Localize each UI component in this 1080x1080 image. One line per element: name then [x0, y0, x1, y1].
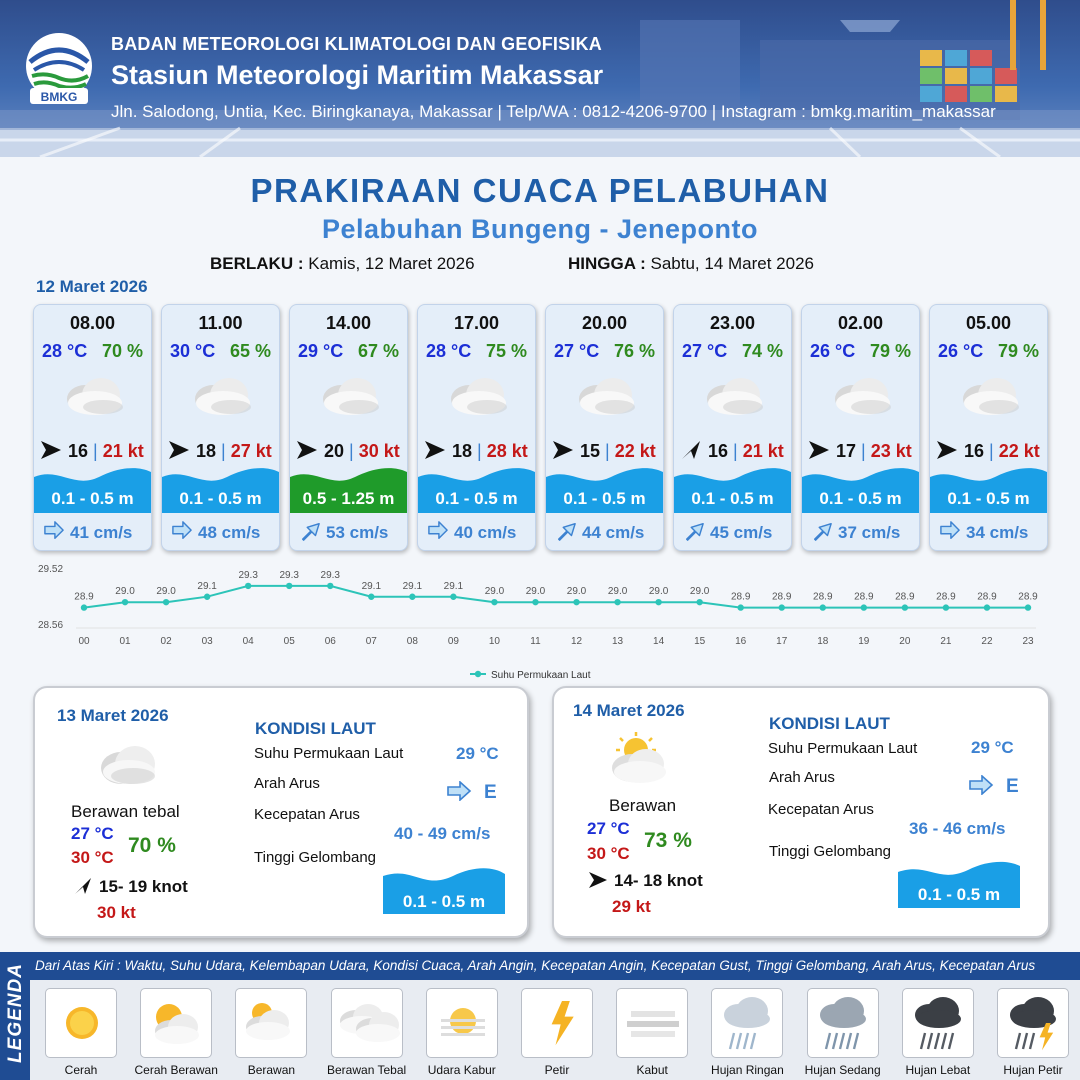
- forecast-wind: 15 | 22 kt: [552, 439, 656, 462]
- forecast-humidity: 74 %: [741, 341, 783, 361]
- data-point: [163, 599, 169, 605]
- panel-condition: Berawan: [609, 796, 677, 815]
- x-tick-label: 00: [78, 636, 90, 647]
- legend-item-label: Hujan Sedang: [804, 1063, 881, 1077]
- panel-tmin: 27 °C: [71, 824, 114, 843]
- series-line: [84, 586, 1028, 608]
- data-point: [1025, 604, 1031, 610]
- wave-height: 0.5 - 1.25 m: [302, 489, 395, 508]
- forecast-temp: 28 °C: [42, 341, 88, 361]
- gust-speed: 28 kt: [486, 441, 528, 461]
- data-label: 29.1: [402, 580, 423, 592]
- data-point: [122, 599, 128, 605]
- wave-height: 0.1 - 0.5 m: [819, 489, 902, 508]
- current-speed: 41 cm/s: [70, 523, 133, 542]
- data-label: 29.1: [443, 580, 464, 592]
- legend-item: [807, 988, 879, 1058]
- data-point: [614, 599, 620, 605]
- gust-speed: 21 kt: [742, 441, 784, 461]
- current-dir-label: Arah Arus: [769, 769, 835, 786]
- data-label: 29.0: [525, 586, 546, 598]
- sst-value: 29 °C: [456, 744, 499, 763]
- wind-arrow-east-icon: [588, 870, 608, 890]
- forecast-card: [929, 304, 1048, 551]
- forecast-card: [673, 304, 792, 551]
- gust-speed: 21 kt: [102, 441, 144, 461]
- legend-description: Dari Atas Kiri : Waktu, Suhu Udara, Kelembapan Udara, Kondisi Cuaca, Arah Angin, Kecepatan Angin, Kecepatan Gust, Tinggi Gelombang, Arah Arus, Kecepatan Arus: [30, 952, 1080, 980]
- data-label: 29.0: [607, 586, 628, 598]
- data-point: [902, 604, 908, 610]
- forecast-wind: 16 | 22 kt: [936, 439, 1040, 462]
- panel-tmax: 30 °C: [587, 844, 630, 863]
- current-arrow-northeast-icon: [682, 521, 706, 541]
- forecast-temp: 26 °C: [938, 341, 984, 361]
- petir-icon: [522, 989, 594, 1059]
- forecast-wind: 16 | 21 kt: [40, 439, 144, 462]
- data-point: [286, 583, 292, 589]
- current-speed: 34 cm/s: [966, 523, 1029, 542]
- wind-arrow-east-icon: [40, 439, 62, 461]
- current-arrow-east-icon: [938, 521, 962, 541]
- sea-heading: KONDISI LAUT: [255, 719, 376, 738]
- forecast-temp: 27 °C: [682, 341, 728, 361]
- wind-arrow-east-icon: [936, 439, 958, 461]
- current-dir-value: E: [446, 781, 497, 804]
- wind-arrow-east-icon: [552, 439, 574, 461]
- berawan-tebal-icon: [571, 371, 641, 424]
- x-tick-label: 10: [488, 636, 500, 647]
- x-tick-label: 07: [365, 636, 377, 647]
- sst-chart: [30, 562, 1070, 682]
- forecast-current: [298, 521, 388, 543]
- forecast-humidity: 65 %: [229, 341, 271, 361]
- forecast-current: [682, 521, 772, 543]
- panel-gust: 30 kt: [97, 903, 136, 922]
- data-label: 28.9: [854, 591, 874, 603]
- forecast-time: 02.00: [837, 313, 884, 333]
- x-tick-label: 05: [283, 636, 295, 647]
- data-label: 28.9: [977, 591, 997, 603]
- berawan-tebal-icon: [187, 371, 257, 424]
- wind-speed: 15: [580, 441, 601, 461]
- wind-speed: 18: [196, 441, 217, 461]
- legend-item: [140, 988, 212, 1058]
- data-label: 28.9: [74, 591, 94, 603]
- panel-humidity: 73 %: [644, 829, 692, 852]
- forecast-humidity: 70 %: [101, 341, 143, 361]
- data-point: [245, 583, 251, 589]
- x-tick-label: 22: [981, 636, 993, 647]
- wind-arrow-northeast-icon: [680, 439, 702, 461]
- forecast-temp: 28 °C: [426, 341, 472, 361]
- sea-heading: KONDISI LAUT: [769, 714, 890, 733]
- panel-condition: Berawan tebal: [71, 802, 180, 821]
- data-label: 29.3: [320, 569, 340, 581]
- data-label: 29.1: [197, 580, 217, 592]
- day1-date: 12 Maret 2026: [36, 277, 148, 296]
- forecast-time: 11.00: [198, 313, 243, 333]
- forecast-temp: 29 °C: [298, 341, 344, 361]
- forecast-time: 08.00: [69, 313, 116, 333]
- forecast-card: [417, 304, 536, 551]
- current-speed: 40 cm/s: [454, 523, 517, 542]
- wave-height: 0.1 - 0.5 m: [691, 489, 774, 508]
- berawan-tebal-icon: [955, 371, 1025, 424]
- legend-item: [235, 988, 307, 1058]
- data-label: 28.9: [730, 591, 751, 603]
- forecast-current: [554, 521, 644, 543]
- data-label: 29.0: [156, 586, 176, 598]
- data-label: 28.9: [895, 591, 915, 603]
- station-name: Stasiun Meteorologi Maritim Makassar: [111, 60, 604, 90]
- forecast-humidity: 75 %: [485, 341, 527, 361]
- x-tick-label: 11: [530, 636, 541, 647]
- current-dir-value: E: [968, 775, 1019, 798]
- day-panel-13: [33, 686, 529, 938]
- udara-kabur-icon: [427, 989, 499, 1059]
- current-arrow-east-icon: [968, 775, 994, 795]
- data-label: 28.9: [936, 591, 956, 603]
- forecast-card: [33, 304, 152, 551]
- panel-wind: 14- 18 knot: [588, 870, 703, 891]
- wind-arrow-east-icon: [424, 439, 446, 461]
- forecast-card: [801, 304, 920, 551]
- hujan-ringan-icon: [712, 989, 784, 1059]
- legend-item: [426, 988, 498, 1058]
- berawan-tebal-icon: [699, 371, 769, 424]
- current-speed-label: Kecepatan Arus: [768, 801, 874, 818]
- legend-marker: [475, 671, 481, 677]
- legend-item-label: Hujan Petir: [1003, 1063, 1063, 1077]
- data-label: 29.3: [279, 569, 299, 581]
- data-point: [696, 599, 702, 605]
- page-title: PRAKIRAAN CUACA PELABUHAN: [250, 172, 830, 209]
- data-label: 29.0: [648, 586, 669, 598]
- berawan-icon: [606, 730, 676, 786]
- data-point: [779, 604, 785, 610]
- legend-item: [331, 988, 403, 1058]
- bmkg-logo: [16, 32, 102, 108]
- current-speed: 37 cm/s: [838, 523, 901, 542]
- y-tick-label: 28.56: [38, 620, 64, 631]
- x-tick-label: 02: [160, 636, 172, 647]
- data-point: [81, 604, 87, 610]
- wave-height: 0.1 - 0.5 m: [179, 489, 262, 508]
- berawan-tebal-icon: [827, 371, 897, 424]
- x-tick-label: 15: [694, 636, 706, 647]
- legend-item-label: Hujan Ringan: [711, 1063, 784, 1077]
- page-subtitle: Pelabuhan Bungeng - Jeneponto: [321, 214, 758, 244]
- legend-label: Suhu Permukaan Laut: [491, 670, 591, 681]
- forecast-humidity: 76 %: [613, 341, 655, 361]
- panel-date: 13 Maret 2026: [57, 706, 169, 725]
- berawan-tebal-icon: [93, 738, 163, 788]
- hujan-sedang-icon: [808, 989, 880, 1059]
- forecast-wind: 18 | 27 kt: [168, 439, 272, 462]
- forecast-current: [170, 521, 260, 543]
- org-name: BADAN METEOROLOGI KLIMATOLOGI DAN GEOFISIKA: [111, 34, 602, 54]
- x-tick-label: 18: [817, 636, 829, 647]
- wind-arrow-east-icon: [168, 439, 190, 461]
- x-tick-label: 21: [940, 636, 952, 647]
- sst-label: Suhu Permukaan Laut: [254, 745, 404, 762]
- legend-item-label: Hujan Lebat: [905, 1063, 971, 1077]
- gust-speed: 23 kt: [870, 441, 912, 461]
- legend-item: [902, 988, 974, 1058]
- berawan-tebal-icon: [315, 371, 385, 424]
- forecast-time: 05.00: [965, 313, 1012, 333]
- legend-item: [711, 988, 783, 1058]
- hujan-petir-icon: [998, 989, 1070, 1059]
- data-label: 28.9: [772, 591, 792, 603]
- gust-speed: 30 kt: [358, 441, 400, 461]
- legend-side-label: LEGENDA: [0, 952, 30, 1080]
- wave-value: 0.1 - 0.5 m: [917, 885, 1001, 904]
- x-tick-label: 01: [119, 636, 131, 647]
- logo-text: BMKG: [40, 90, 78, 104]
- data-point: [532, 599, 538, 605]
- current-arrow-east-icon: [42, 521, 66, 541]
- wave-label: Tinggi Gelombang: [254, 849, 377, 866]
- data-label: 29.3: [238, 569, 258, 581]
- wind-speed: 16: [708, 441, 729, 461]
- x-tick-label: 12: [570, 636, 583, 647]
- wind-speed: 16: [68, 441, 89, 461]
- wind-arrow-east-icon: [296, 439, 318, 461]
- forecast-wind: 18 | 28 kt: [424, 439, 528, 462]
- cerah-icon: [46, 989, 118, 1059]
- forecast-time: 23.00: [709, 313, 756, 333]
- forecast-current: [426, 521, 516, 543]
- data-point: [820, 604, 826, 610]
- gust-speed: 27 kt: [230, 441, 272, 461]
- header-banner: [0, 0, 1080, 157]
- forecast-humidity: 67 %: [357, 341, 399, 361]
- x-tick-label: 16: [735, 636, 747, 647]
- berawan-tebal-icon: [332, 989, 404, 1059]
- data-point: [491, 599, 497, 605]
- valid-from: BERLAKU : Kamis, 12 Maret 2026: [210, 254, 475, 273]
- panel-gust: 29 kt: [612, 897, 651, 916]
- forecast-card: [289, 304, 408, 551]
- kabut-icon: [617, 989, 689, 1059]
- wind-speed: 17: [836, 441, 857, 461]
- current-arrow-east-icon: [426, 521, 450, 541]
- forecast-current: [938, 521, 1028, 543]
- forecast-temp: 26 °C: [810, 341, 856, 361]
- wave-height: 0.1 - 0.5 m: [947, 489, 1030, 508]
- gust-speed: 22 kt: [998, 441, 1040, 461]
- forecast-card: [161, 304, 280, 551]
- legend-item-label: Cerah: [64, 1063, 98, 1077]
- forecast-time: 14.00: [325, 313, 372, 333]
- panel-date: 14 Maret 2026: [573, 701, 685, 720]
- data-point: [204, 594, 210, 600]
- legend-item-label: Udara Kabur: [427, 1063, 496, 1077]
- legend-item: [616, 988, 688, 1058]
- forecast-humidity: 79 %: [869, 341, 911, 361]
- current-arrow-northeast-icon: [810, 521, 834, 541]
- wave-height: 0.1 - 0.5 m: [51, 489, 134, 508]
- data-label: 29.0: [689, 586, 710, 598]
- legend-item-label: Kabut: [636, 1063, 668, 1077]
- x-tick-label: 19: [858, 636, 870, 647]
- x-tick-label: 04: [242, 636, 254, 647]
- data-point: [409, 594, 415, 600]
- x-tick-label: 08: [406, 636, 418, 647]
- legend-item-label: Petir: [544, 1063, 570, 1077]
- x-tick-label: 03: [201, 636, 213, 647]
- berawan-icon: [236, 989, 308, 1059]
- x-tick-label: 06: [324, 636, 336, 647]
- forecast-temp: 27 °C: [554, 341, 600, 361]
- current-speed: 45 cm/s: [710, 523, 773, 542]
- data-point: [861, 604, 867, 610]
- legend-item: [45, 988, 117, 1058]
- forecast-temp: 30 °C: [170, 341, 216, 361]
- data-point: [573, 599, 579, 605]
- valid-to: HINGGA : Sabtu, 14 Maret 2026: [568, 254, 815, 273]
- wind-speed: 20: [324, 441, 345, 461]
- panel-humidity: 70 %: [128, 834, 176, 857]
- data-point: [655, 599, 661, 605]
- sst-value: 29 °C: [971, 738, 1014, 757]
- x-tick-label: 13: [612, 636, 624, 647]
- current-speed-value: 36 - 46 cm/s: [909, 819, 1006, 838]
- data-point: [368, 594, 374, 600]
- x-tick-label: 20: [899, 636, 911, 647]
- gust-speed: 22 kt: [614, 441, 656, 461]
- forecast-humidity: 79 %: [997, 341, 1039, 361]
- forecast-current: [810, 521, 900, 543]
- forecast-card: [545, 304, 664, 551]
- current-speed: 48 cm/s: [198, 523, 261, 542]
- data-label: 29.0: [115, 586, 135, 598]
- legend-item-label: Cerah Berawan: [134, 1063, 218, 1077]
- forecast-wind: 17 | 23 kt: [808, 439, 912, 462]
- legend-item: [521, 988, 593, 1058]
- wind-speed: 18: [452, 441, 473, 461]
- wave-value: 0.1 - 0.5 m: [402, 892, 486, 911]
- current-speed: 44 cm/s: [582, 523, 645, 542]
- panel-wind: 15- 19 knot: [73, 876, 188, 897]
- forecast-wind: 20 | 30 kt: [296, 439, 400, 462]
- panel-tmax: 30 °C: [71, 848, 114, 867]
- x-tick-label: 17: [776, 636, 788, 647]
- data-point: [737, 604, 743, 610]
- current-speed-value: 40 - 49 cm/s: [394, 824, 491, 843]
- y-tick-label: 29.52: [38, 564, 64, 575]
- current-arrow-northeast-icon: [554, 521, 578, 541]
- forecast-time: 20.00: [581, 313, 628, 333]
- panel-tmin: 27 °C: [587, 819, 630, 838]
- wave-label: Tinggi Gelombang: [769, 843, 892, 860]
- data-label: 29.0: [566, 586, 587, 598]
- current-arrow-east-icon: [170, 521, 194, 541]
- day-panel-14: [552, 686, 1050, 938]
- current-arrow-northeast-icon: [298, 521, 322, 541]
- sst-label: Suhu Permukaan Laut: [768, 740, 918, 757]
- data-label: 28.9: [1018, 591, 1038, 603]
- x-tick-label: 14: [653, 636, 665, 647]
- current-arrow-east-icon: [446, 781, 472, 801]
- forecast-current: [42, 521, 132, 543]
- berawan-tebal-icon: [443, 371, 513, 424]
- station-address: Jln. Salodong, Untia, Kec. Biringkanaya, Makassar | Telp/WA : 0812-4206-9700 | Instagram : bmkg.maritim_makassar: [111, 102, 996, 121]
- data-point: [943, 604, 949, 610]
- data-point: [327, 583, 333, 589]
- x-tick-label: 23: [1022, 636, 1034, 647]
- data-point: [450, 594, 456, 600]
- forecast-time: 17.00: [453, 313, 500, 333]
- hujan-lebat-icon: [903, 989, 975, 1059]
- data-label: 29.0: [484, 586, 505, 598]
- wave-height: 0.1 - 0.5 m: [563, 489, 646, 508]
- current-speed: 53 cm/s: [326, 523, 389, 542]
- current-speed-label: Kecepatan Arus: [254, 806, 360, 823]
- data-point: [984, 604, 990, 610]
- legend-item: [997, 988, 1069, 1058]
- forecast-wind: 16 | 21 kt: [680, 439, 784, 462]
- wave-height: 0.1 - 0.5 m: [435, 489, 518, 508]
- wind-arrow-northeast-icon: [73, 876, 93, 896]
- legend-item-label: Berawan Tebal: [327, 1063, 407, 1077]
- current-dir-label: Arah Arus: [254, 775, 320, 792]
- berawan-tebal-icon: [59, 371, 129, 424]
- x-tick-label: 09: [447, 636, 459, 647]
- wind-arrow-east-icon: [808, 439, 830, 461]
- legend-item-label: Berawan: [247, 1063, 296, 1077]
- data-label: 29.1: [361, 580, 382, 592]
- cerah-berawan-icon: [141, 989, 213, 1059]
- wind-speed: 16: [964, 441, 985, 461]
- data-label: 28.9: [813, 591, 833, 603]
